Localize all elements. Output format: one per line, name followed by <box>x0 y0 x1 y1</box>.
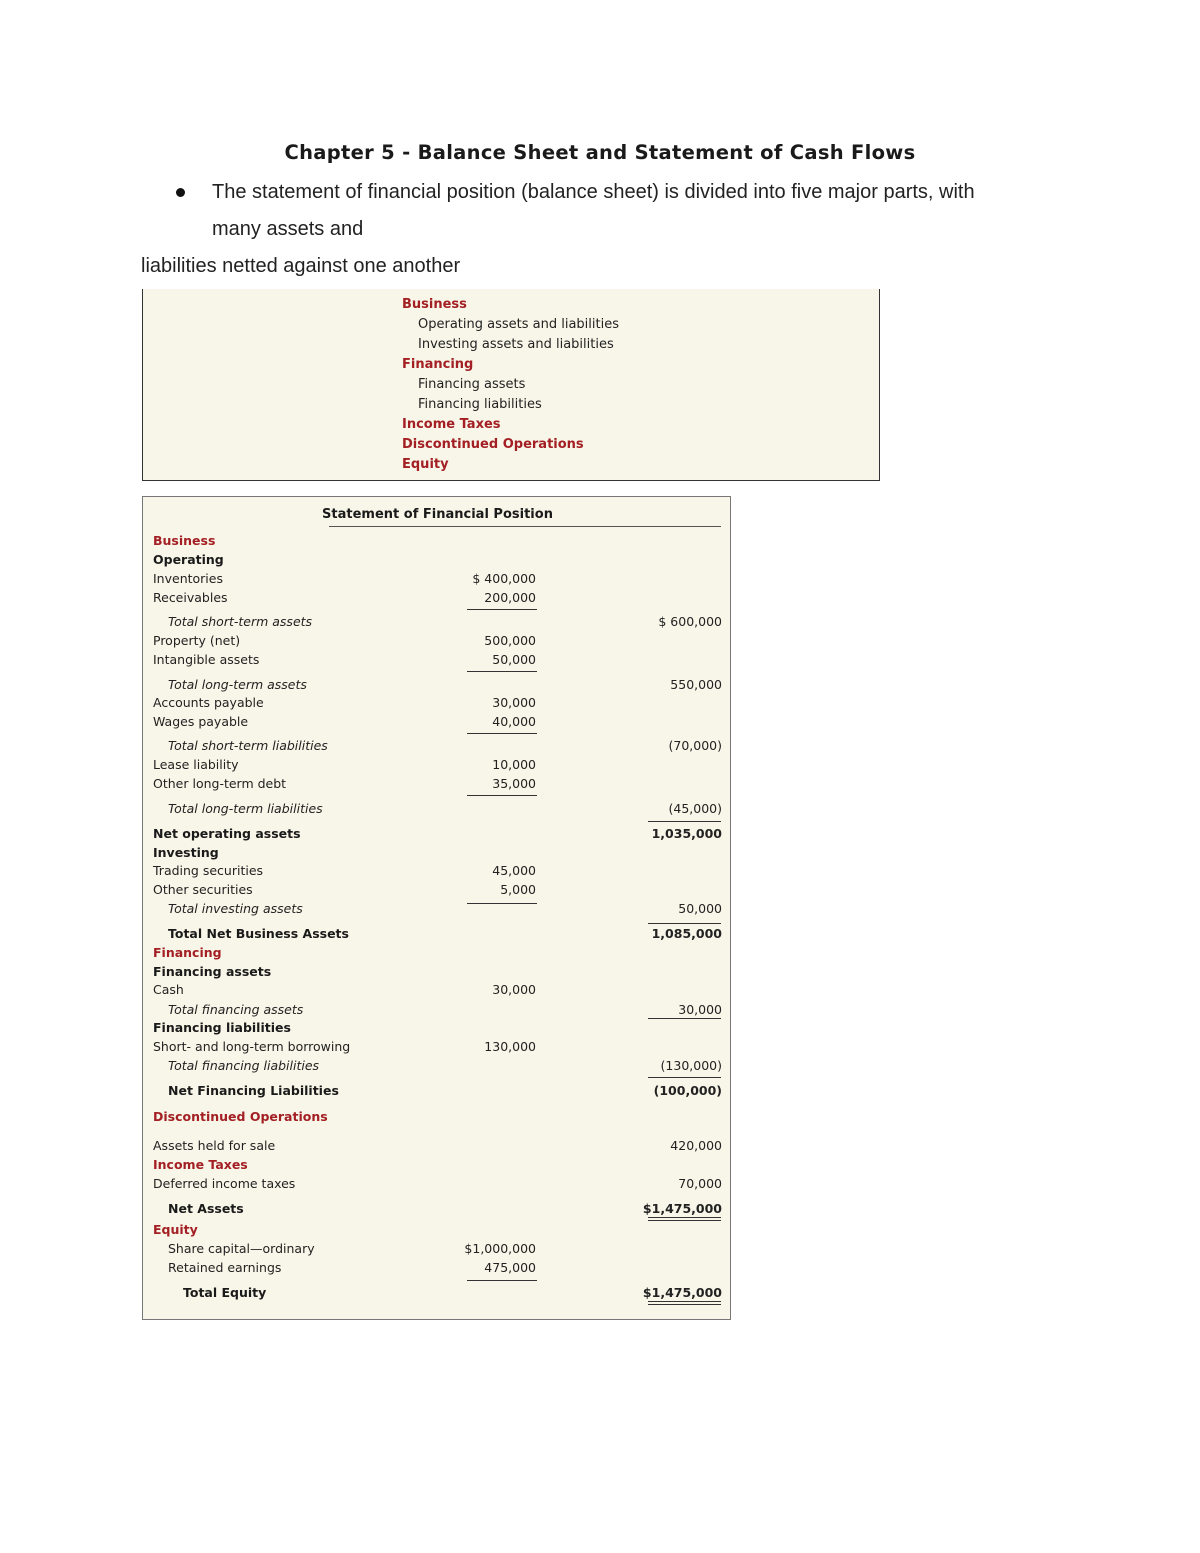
row-label: Retained earnings <box>168 1260 282 1275</box>
table-row <box>143 1221 732 1239</box>
table-row <box>143 900 732 918</box>
table-row <box>143 713 732 731</box>
row-label: Discontinued Operations <box>153 1109 328 1124</box>
table-row <box>143 551 732 569</box>
row-label: Wages payable <box>153 714 249 729</box>
row-total: 550,000 <box>670 677 722 692</box>
bullet-line-2: many assets and <box>212 218 364 240</box>
row-amount: 10,000 <box>492 757 536 772</box>
table-row <box>143 570 732 588</box>
outline-investing: Investing assets and liabilities <box>418 337 614 352</box>
table-row <box>143 1175 732 1193</box>
row-label: Other securities <box>153 882 253 897</box>
table-row <box>143 844 732 862</box>
row-label: Net operating assets <box>153 826 301 841</box>
row-label: Total short-term assets <box>168 614 313 629</box>
row-total: (130,000) <box>660 1058 722 1073</box>
row-total: 50,000 <box>678 901 722 916</box>
total-rule <box>648 923 721 924</box>
sum-rule <box>467 903 537 904</box>
table-row <box>143 1038 732 1056</box>
row-amount: 200,000 <box>484 590 536 605</box>
table-row <box>143 1137 732 1155</box>
row-label: Other long-term debt <box>153 776 287 791</box>
table-row <box>143 800 732 818</box>
outline-discontinued: Discontinued Operations <box>402 437 584 452</box>
table-row <box>143 963 732 981</box>
row-label: Inventories <box>153 571 223 586</box>
row-amount: $ 400,000 <box>472 571 536 586</box>
total-rule <box>648 821 721 822</box>
row-amount: 40,000 <box>492 714 536 729</box>
table-row <box>143 881 732 899</box>
table-row <box>143 613 732 631</box>
row-label: Total Net Business Assets <box>168 926 349 941</box>
sum-rule <box>467 795 537 796</box>
table-row <box>143 925 732 943</box>
row-label: Operating <box>153 552 224 567</box>
row-label: Financing <box>153 945 222 960</box>
table-row <box>143 632 732 650</box>
row-total: $1,475,000 <box>642 1285 722 1300</box>
statement-title: Statement of Financial Position <box>322 507 553 522</box>
table-row <box>143 1108 732 1126</box>
row-amount: $1,000,000 <box>464 1241 536 1256</box>
outline-box <box>142 289 880 481</box>
row-label: Assets held for sale <box>153 1138 276 1153</box>
table-row <box>143 944 732 962</box>
table-row <box>143 532 732 550</box>
row-total: 30,000 <box>678 1002 722 1017</box>
title-rule <box>329 526 721 527</box>
row-label: Net Financing Liabilities <box>168 1083 339 1098</box>
bullet-line-1: The statement of financial position (balance sheet) is divided into five major parts, with <box>212 181 975 203</box>
row-total: $1,475,000 <box>642 1201 722 1216</box>
sum-rule <box>467 733 537 734</box>
bullet-paragraph <box>212 174 1072 248</box>
row-amount: 475,000 <box>484 1260 536 1275</box>
row-label: Property (net) <box>153 633 241 648</box>
table-row <box>143 862 732 880</box>
row-label: Cash <box>153 982 184 997</box>
row-amount: 130,000 <box>484 1039 536 1054</box>
row-total: (100,000) <box>653 1083 722 1098</box>
row-total: 1,085,000 <box>651 926 722 941</box>
row-label: Deferred income taxes <box>153 1176 296 1191</box>
row-label: Financing liabilities <box>153 1020 291 1035</box>
table-row <box>143 589 732 607</box>
row-label: Investing <box>153 845 219 860</box>
row-label: Intangible assets <box>153 652 260 667</box>
row-label: Share capital—ordinary <box>168 1241 315 1256</box>
outline-list <box>402 295 619 475</box>
row-label: Accounts payable <box>153 695 264 710</box>
row-amount: 30,000 <box>492 982 536 997</box>
table-row <box>143 1057 732 1075</box>
table-row <box>143 825 732 843</box>
double-rule <box>648 1301 721 1305</box>
row-amount: 500,000 <box>484 633 536 648</box>
table-row <box>143 676 732 694</box>
table-row <box>143 1284 732 1302</box>
row-total: 420,000 <box>670 1138 722 1153</box>
row-label: Short- and long-term borrowing <box>153 1039 351 1054</box>
row-label: Financing assets <box>153 964 272 979</box>
row-total: 1,035,000 <box>651 826 722 841</box>
outline-financing-assets: Financing assets <box>418 377 526 392</box>
table-row <box>143 651 732 669</box>
row-label: Lease liability <box>153 757 239 772</box>
table-row <box>143 981 732 999</box>
row-total: 70,000 <box>678 1176 722 1191</box>
row-label: Total investing assets <box>168 901 303 916</box>
row-label: Net Assets <box>168 1201 244 1216</box>
outline-financing-liabilities: Financing liabilities <box>418 397 542 412</box>
row-amount: 30,000 <box>492 695 536 710</box>
table-row <box>143 1156 732 1174</box>
row-amount: 50,000 <box>492 652 536 667</box>
total-rule <box>648 1077 721 1078</box>
table-row <box>143 694 732 712</box>
table-row <box>143 1259 732 1277</box>
row-total: (70,000) <box>668 738 722 753</box>
table-row <box>143 1200 732 1218</box>
outline-operating: Operating assets and liabilities <box>418 317 619 332</box>
row-label: Equity <box>153 1222 198 1237</box>
row-label: Total long-term assets <box>168 677 307 692</box>
row-label: Total long-term liabilities <box>168 801 323 816</box>
outline-equity: Equity <box>402 457 449 472</box>
table-row <box>143 737 732 755</box>
sum-rule <box>467 609 537 610</box>
row-amount: 45,000 <box>492 863 536 878</box>
sum-rule <box>467 671 537 672</box>
row-label: Income Taxes <box>153 1157 248 1172</box>
row-amount: 35,000 <box>492 776 536 791</box>
table-row <box>143 1240 732 1258</box>
row-label: Trading securities <box>153 863 264 878</box>
outline-income-taxes: Income Taxes <box>402 417 501 432</box>
row-label: Total financing assets <box>168 1002 304 1017</box>
row-label: Total Equity <box>183 1285 267 1300</box>
outline-business: Business <box>402 297 467 312</box>
table-row <box>143 1019 732 1037</box>
table-row <box>143 1001 732 1019</box>
row-total: (45,000) <box>668 801 722 816</box>
bullet-icon <box>176 188 185 197</box>
row-label: Business <box>153 533 216 548</box>
table-row <box>143 775 732 793</box>
paragraph-continuation: liabilities netted against one another <box>141 255 461 277</box>
row-label: Total financing liabilities <box>168 1058 320 1073</box>
page-title: Chapter 5 - Balance Sheet and Statement of Cash Flows <box>284 141 916 164</box>
statement-box <box>142 496 731 1320</box>
double-rule <box>648 1217 721 1221</box>
table-row <box>143 1082 732 1100</box>
table-row <box>143 756 732 774</box>
sum-rule <box>467 1280 537 1281</box>
outline-financing: Financing <box>402 357 474 372</box>
row-amount: 5,000 <box>500 882 536 897</box>
row-total: $ 600,000 <box>658 614 722 629</box>
row-label: Receivables <box>153 590 228 605</box>
total-rule <box>648 1018 721 1019</box>
row-label: Total short-term liabilities <box>168 738 328 753</box>
